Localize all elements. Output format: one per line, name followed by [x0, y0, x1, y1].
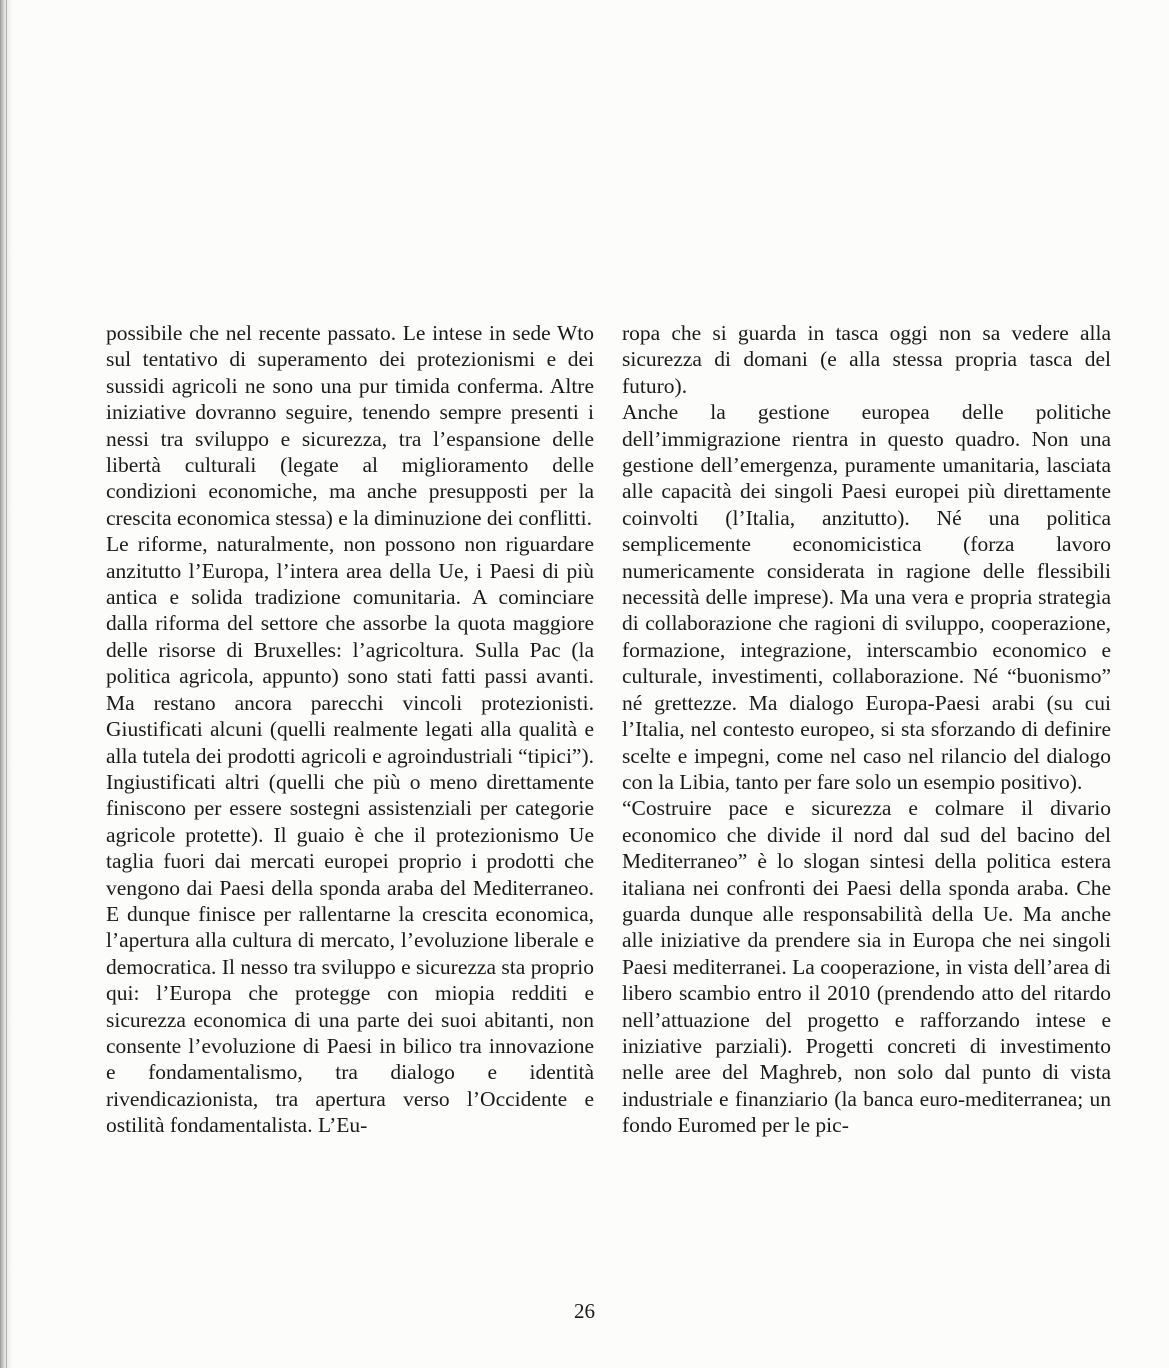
right-paragraph-1: ropa che si guarda in tasca oggi non sa vedere alla sicurezza di domani (e alla stessa propria tasca del futuro). [622, 321, 1111, 398]
right-paragraph-3: “Costruire pace e sicurezza e colmare il divario economico che divide il nord dal sud del bacino del Mediterraneo” è lo slogan sintesi della politica estera italiana nei confronti dei Paesi della sponda araba. Che guarda dunque alle responsabilità della Ue. Ma anche alle iniziative da prendere sia in Europa che nei singoli Paesi mediterranei. La cooperazione, in vista dell’area di libero scambio entro il 2010 (prendendo atto del ritardo nell’attuazione del progetto e rafforzando intese e iniziative parziali). Progetti concreti di investimento nelle aree del Maghreb, non solo dal punto di vista industriale e finanziario (la banca euro-mediterranea; un fondo Euromed per le pic- [622, 796, 1111, 1138]
left-paragraph-1: possibile che nel recente passato. Le intese in sede Wto sul tentativo di superamento dei protezionismi e dei sussidi agricoli ne sono una pur timida conferma. Altre iniziative dovranno seguire, tenendo sempre presenti i nessi tra sviluppo e sicurezza, tra l’espansione delle libertà culturali (legate al miglioramento delle condizioni economiche, ma anche presupposti per la crescita economica stessa) e la diminuzione dei conflitti. [106, 321, 594, 530]
right-text-column [622, 320, 1111, 1139]
scan-binding-edge [0, 0, 14, 1368]
page-number: 26 [574, 1299, 595, 1323]
scan-edge-line [6, 0, 7, 1368]
left-paragraph-2: Le riforme, naturalmente, non possono non riguardare anzitutto l’Europa, l’intera area della Ue, i Paesi di più antica e solida tradizione comunitaria. A cominciare dalla riforma del settore che assorbe la quota maggiore delle risorse di Bruxelles: l’agricoltura. Sulla Pac (la politica agricola, appunto) sono stati fatti passi avanti. Ma restano ancora parecchi vincoli protezionisti. Giustificati alcuni (quelli realmente legati alla qualità e alla tutela dei prodotti agricoli e agroindustriali “tipici”). Ingiustificati altri (quelli che più o meno direttamente finiscono per essere sostegni assistenziali per categorie agricole protette). Il guaio è che il protezionismo Ue taglia fuori dai mercati europei proprio i prodotti che vengono dai Paesi della sponda araba del Mediterraneo. E dunque finisce per rallentarne la crescita economica, l’apertura alla cultura di mercato, l’evoluzione liberale e democratica. Il nesso tra sviluppo e sicurezza sta proprio qui: l’Europa che protegge con miopia redditi e sicurezza economica di una parte dei suoi abitanti, non consente l’evoluzione di Paesi in bilico tra innovazione e fondamentalismo, tra dialogo e identità rivendicazionista, tra apertura verso l’Occidente e ostilità fondamentalista. L’Eu- [106, 532, 594, 1138]
right-paragraph-2: Anche la gestione europea delle politiche dell’immigrazione rientra in questo quadro. Non una gestione dell’emergenza, puramente umanitaria, lasciata alle capacità dei singoli Paesi europei più direttamente coinvolti (l’Italia, anzitutto). Né una politica semplicemente economicistica (forza lavoro numericamente considerata in ragione delle flessibili necessità delle imprese). Ma una vera e propria strategia di collaborazione che ragioni di sviluppo, cooperazione, formazione, integrazione, interscambio economico e culturale, investimenti, collaborazione. Né “buonismo” né grettezze. Ma dialogo Europa-Paesi arabi (su cui l’Italia, nel contesto europeo, si sta sforzando di definire scelte e impegni, come nel caso nel rilancio del dialogo con la Libia, tanto per fare solo un esempio positivo). [622, 400, 1111, 794]
left-text-column [106, 320, 594, 1139]
